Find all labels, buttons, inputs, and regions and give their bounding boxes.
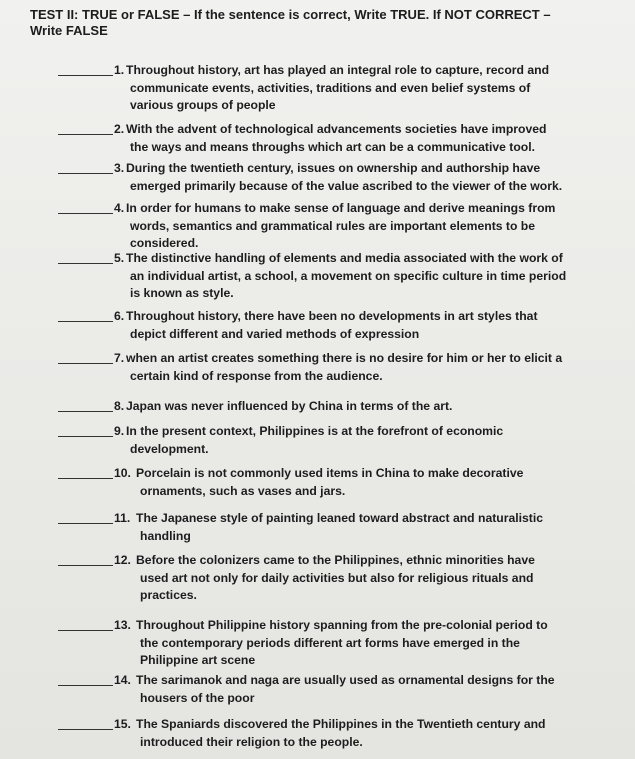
question-text-line: depict different and varied methods of expression [130,326,420,341]
question-text-line: Before the colonizers came to the Philippines, ethnic minorities have [136,553,535,567]
question-text-line: In order for humans to make sense of language and derive meanings from [126,201,556,215]
question-text [126,398,613,416]
question-number: 11. [114,511,131,525]
question-number: 14. [114,673,131,687]
test-instructions [30,7,610,39]
question-text-line: words, semantics and grammatical rules are important elements to be [130,218,536,233]
answer-blank[interactable] [58,630,113,631]
question-number: 3. [114,161,125,175]
answer-blank[interactable] [58,173,113,174]
question-item [58,617,613,670]
question-text-line: emerged primarily because of the value ascribed to the viewer of the work. [130,178,563,193]
question-text-line: communicate events, activities, traditions and even belief systems of [130,80,531,95]
answer-blank[interactable] [58,134,113,135]
question-number: 13. [114,618,131,632]
question-item [58,716,613,751]
question-text-line: Japan was never influenced by China in terms of the art. [126,399,453,413]
question-text-line: development. [130,441,209,456]
question-text-line: ornaments, such as vases and jars. [140,483,346,498]
question-text-line: practices. [140,588,197,602]
question-text-line: handling [140,528,191,543]
answer-blank[interactable] [58,436,113,437]
question-number: 12. [114,553,131,567]
question-text-line: certain kind of response from the audience. [130,368,383,383]
question-number: 10. [114,466,131,480]
question-text-line: the ways and means throughs which art can be a communicative tool. [130,139,535,154]
answer-blank[interactable] [58,263,113,264]
question-item [58,62,613,115]
answer-blank[interactable] [58,685,113,686]
answer-blank[interactable] [58,523,113,524]
answer-blank[interactable] [58,729,113,730]
question-number: 5. [114,251,125,265]
question-text-line: considered. [130,236,199,250]
question-item [58,200,613,253]
question-text-line: The sarimanok and naga are usually used as ornamental designs for the [136,673,555,687]
answer-blank[interactable] [58,213,113,214]
question-text-line: the contemporary periods different art forms have emerged in the [140,635,520,650]
question-text-line: Throughout history, art has played an integral role to capture, record and [126,63,550,77]
question-item [58,250,613,303]
question-item [58,672,613,707]
question-item [58,121,613,156]
question-text-line: an individual artist, a school, a movement on specific culture in time period [130,268,567,283]
question-text [130,672,613,707]
question-text [126,160,613,195]
question-text-line: The Japanese style of painting leaned toward abstract and naturalistic [136,511,544,525]
question-text-line: used art not only for daily activities but also for religious rituals and [140,570,534,585]
instructions-line-1: TEST II: TRUE or FALSE – If the sentence is correct, Write TRUE. If NOT CORRECT – [30,7,551,22]
question-text [126,250,613,303]
question-text [130,617,613,670]
question-text-line: introduced their religion to the people. [140,734,363,749]
question-number: 7. [114,351,125,365]
question-text [130,510,613,545]
question-item [58,423,613,458]
question-text-line: During the twentieth century, issues on ownership and authorship have [126,161,541,175]
question-text [126,350,613,385]
question-number: 6. [114,309,125,323]
question-number: 8. [114,399,125,413]
question-item [58,465,613,500]
question-item [58,308,613,343]
question-number: 9. [114,424,125,438]
question-number: 2. [114,122,125,136]
answer-blank[interactable] [58,411,113,412]
question-text-line: Throughout Philippine history spanning from the pre-colonial period to [136,618,548,632]
question-text [126,308,613,343]
question-item [58,552,613,605]
answer-blank[interactable] [58,565,113,566]
question-text-line: various groups of people [130,98,276,112]
question-text [126,62,613,115]
question-text-line: is known as style. [130,286,234,300]
question-text-line: housers of the poor [140,690,255,705]
answer-blank[interactable] [58,478,113,479]
question-number: 1. [114,63,125,77]
question-number: 4. [114,201,125,215]
question-text-line: In the present context, Philippines is at the forefront of economic [126,424,504,438]
question-text-line: The distinctive handling of elements and media associated with the work of [126,251,563,265]
question-text-line: The Spaniards discovered the Philippines in the Twentieth century and [136,717,546,731]
answer-blank[interactable] [58,321,113,322]
question-item [58,510,613,545]
question-text-line: Philippine art scene [140,653,256,667]
question-text-line: Porcelain is not commonly used items in China to make decorative [136,466,524,480]
question-text-line: With the advent of technological advancements societies have improved [126,122,547,136]
question-item [58,160,613,195]
question-text [130,552,613,605]
question-item [58,350,613,385]
question-text [130,465,613,500]
question-text [126,423,613,458]
question-text [126,121,613,156]
answer-blank[interactable] [58,363,113,364]
question-text-line: when an artist creates something there is no desire for him or her to elicit a [126,351,563,365]
question-item [58,398,613,416]
question-text [126,200,613,253]
instructions-line-2: Write FALSE [30,23,108,38]
answer-blank[interactable] [58,75,113,76]
question-text [130,716,613,751]
question-number: 15. [114,717,131,731]
question-text-line: Throughout history, there have been no developments in art styles that [126,309,538,323]
